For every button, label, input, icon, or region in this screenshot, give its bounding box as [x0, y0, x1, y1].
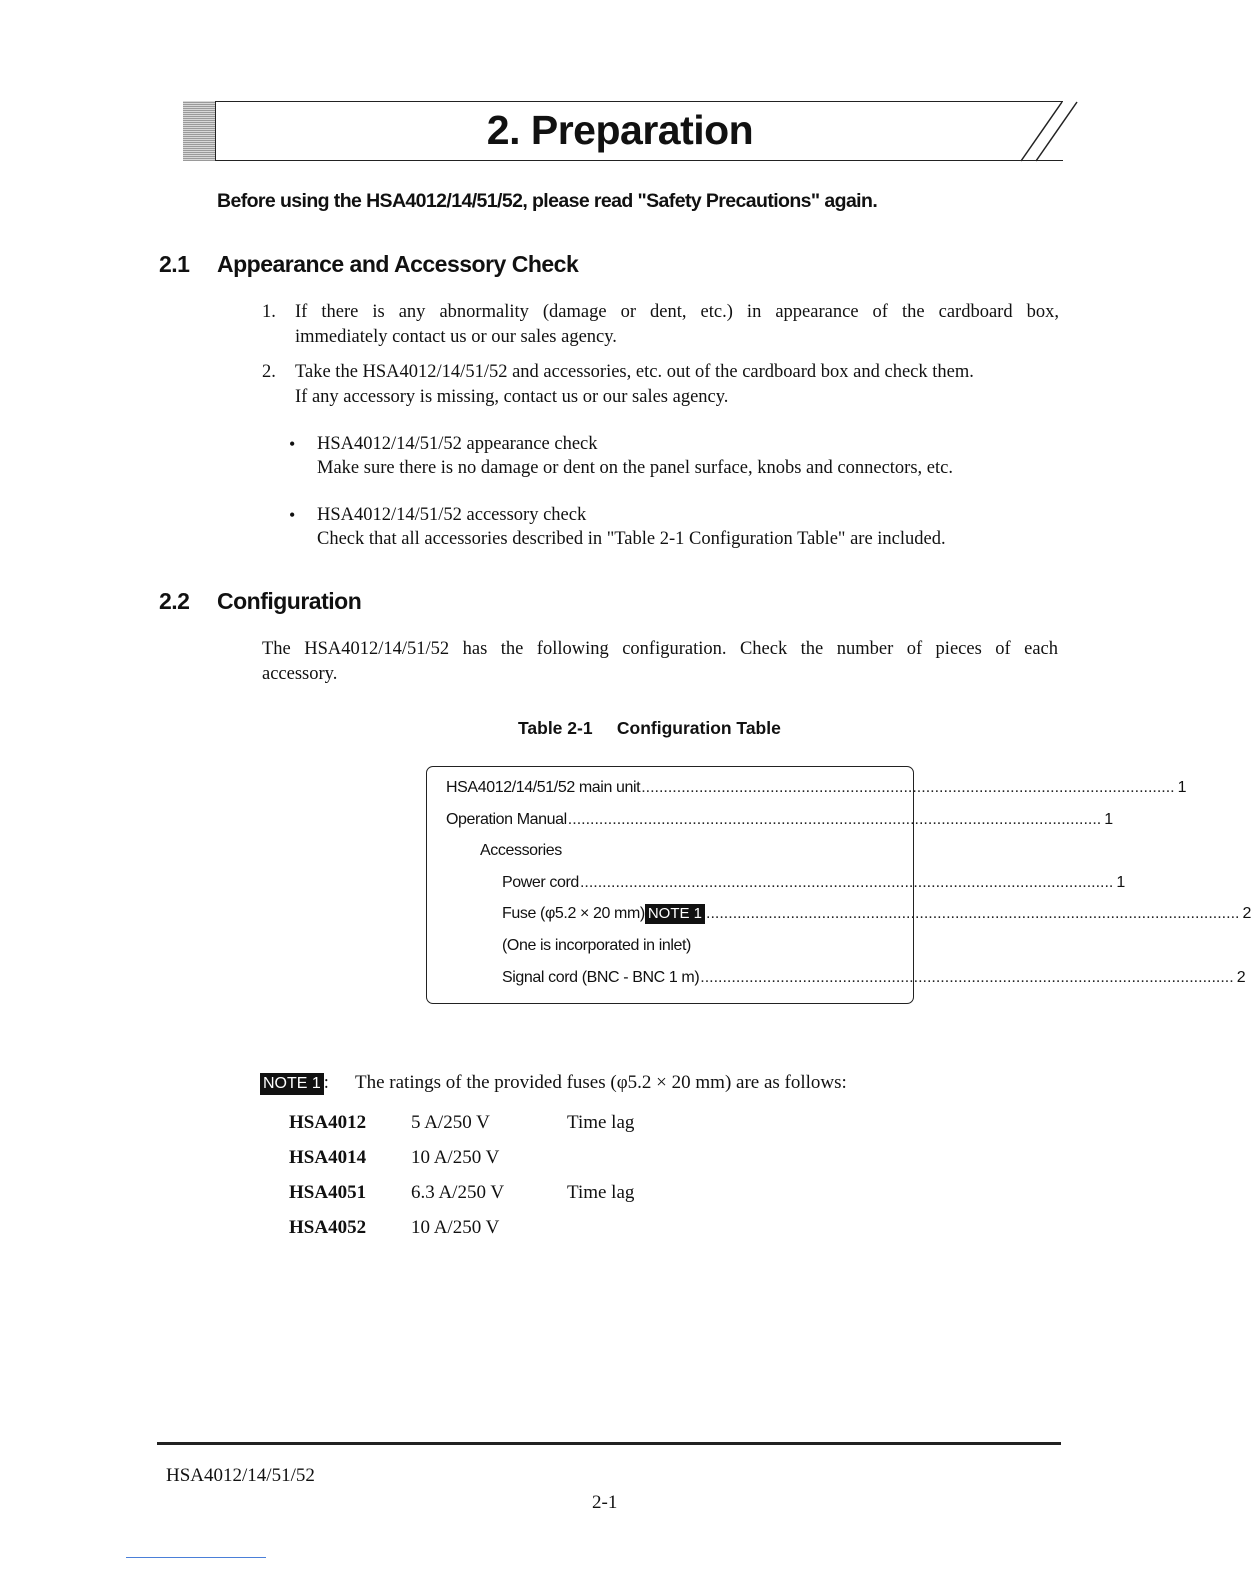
- rating-model: HSA4051: [289, 1182, 367, 1203]
- section-title-2-2: Configuration: [217, 588, 362, 614]
- section-number-2-2: 2.2: [159, 588, 190, 614]
- bullet-icon: •: [289, 505, 296, 525]
- footer-rule: [157, 1442, 1061, 1445]
- step-1-line-1: If there is any abnormality (damage or dent, etc.) in appearance of the cardboard box,: [295, 302, 1059, 322]
- table-caption: Table 2-1 Configuration Table: [518, 718, 781, 738]
- rating-type: Time lag: [567, 1112, 635, 1133]
- note-1-tag[interactable]: NOTE 1: [645, 904, 705, 924]
- rating-model: HSA4052: [289, 1217, 367, 1238]
- bullet-icon: •: [289, 434, 296, 454]
- chapter-header-slash-icon: [1020, 100, 1080, 164]
- bullet-1-title: HSA4012/14/51/52 appearance check: [317, 434, 598, 454]
- bullet-2-title: HSA4012/14/51/52 accessory check: [317, 505, 587, 525]
- step-number: 2.: [262, 362, 276, 382]
- table-row: [502, 935, 691, 957]
- table-row: [480, 840, 562, 862]
- step-2-line-2: If any accessory is missing, contact us or our sales agency.: [295, 387, 729, 407]
- table-row-label: Accessories: [480, 842, 562, 859]
- corner-mark: [126, 1557, 266, 1558]
- table-row-label: HSA4012/14/51/52 main unit: [446, 779, 641, 796]
- step-number: 1.: [262, 302, 276, 322]
- table-row-qty: 2: [1236, 969, 1246, 986]
- note-1: [260, 1071, 329, 1096]
- dot-leader: ........................................................................................................................: [706, 905, 1240, 922]
- rating-value: 10 A/250 V: [411, 1147, 500, 1168]
- table-row-label: Power cord: [502, 874, 579, 891]
- dot-leader: ........................................................................................................................: [641, 779, 1175, 796]
- rating-value: 5 A/250 V: [411, 1112, 490, 1133]
- table-row: [446, 777, 1187, 799]
- bullet-1-text: Make sure there is no damage or dent on the panel surface, knobs and connectors, etc.: [317, 458, 953, 478]
- table-row: [502, 903, 1251, 925]
- table-row-qty: 1: [1116, 874, 1125, 891]
- table-row-qty: 2: [1242, 905, 1251, 922]
- table-row: [502, 872, 1125, 894]
- page-number: 2-1: [592, 1492, 618, 1513]
- section-title-2-1: Appearance and Accessory Check: [217, 251, 579, 277]
- configuration-paragraph-line-2: accessory.: [262, 664, 338, 684]
- step-1-line-2: immediately contact us or our sales agency.: [295, 327, 617, 347]
- configuration-table: [426, 766, 1251, 1004]
- configuration-paragraph-line-1: The HSA4012/14/51/52 has the following configuration. Check the number of pieces of each: [262, 639, 1058, 659]
- note-1-colon: :: [323, 1073, 329, 1093]
- table-row-label: Operation Manual: [446, 811, 567, 828]
- table-row-qty: 1: [1104, 811, 1113, 828]
- table-row-label: Signal cord (BNC - BNC 1 m): [502, 969, 700, 986]
- bullet-2-text: Check that all accessories described in "Table 2-1 Configuration Table" are included.: [317, 529, 946, 549]
- dot-leader: ........................................................................................................................: [567, 811, 1102, 828]
- rating-model: HSA4012: [289, 1112, 367, 1133]
- table-row-qty: 1: [1177, 779, 1187, 796]
- rating-type: Time lag: [567, 1182, 635, 1203]
- dot-leader: ........................................................................................................................: [700, 969, 1234, 986]
- rating-model: HSA4014: [289, 1147, 367, 1168]
- table-row-label: Fuse (φ5.2 × 20 mm): [502, 905, 645, 922]
- chapter-title: 2. Preparation: [486, 107, 754, 153]
- rating-value: 10 A/250 V: [411, 1217, 500, 1238]
- table-row-label: (One is incorporated in inlet): [502, 937, 691, 954]
- dot-leader: ........................................................................................................................: [579, 874, 1114, 891]
- section-number-2-1: 2.1: [159, 251, 190, 277]
- rating-value: 6.3 A/250 V: [411, 1182, 505, 1203]
- chapter-header-shade: [183, 101, 216, 161]
- note-1-text: The ratings of the provided fuses (φ5.2 × 20 mm) are as follows:: [355, 1072, 847, 1093]
- intro-warning: Before using the HSA4012/14/51/52, please read "Safety Precautions" again.: [217, 190, 878, 212]
- table-row: [446, 809, 1113, 831]
- note-1-label: NOTE 1: [260, 1073, 324, 1095]
- footer-product-name: HSA4012/14/51/52: [166, 1465, 315, 1486]
- step-2-line-1: Take the HSA4012/14/51/52 and accessories, etc. out of the cardboard box and check them.: [295, 362, 974, 382]
- table-row: [502, 967, 1246, 989]
